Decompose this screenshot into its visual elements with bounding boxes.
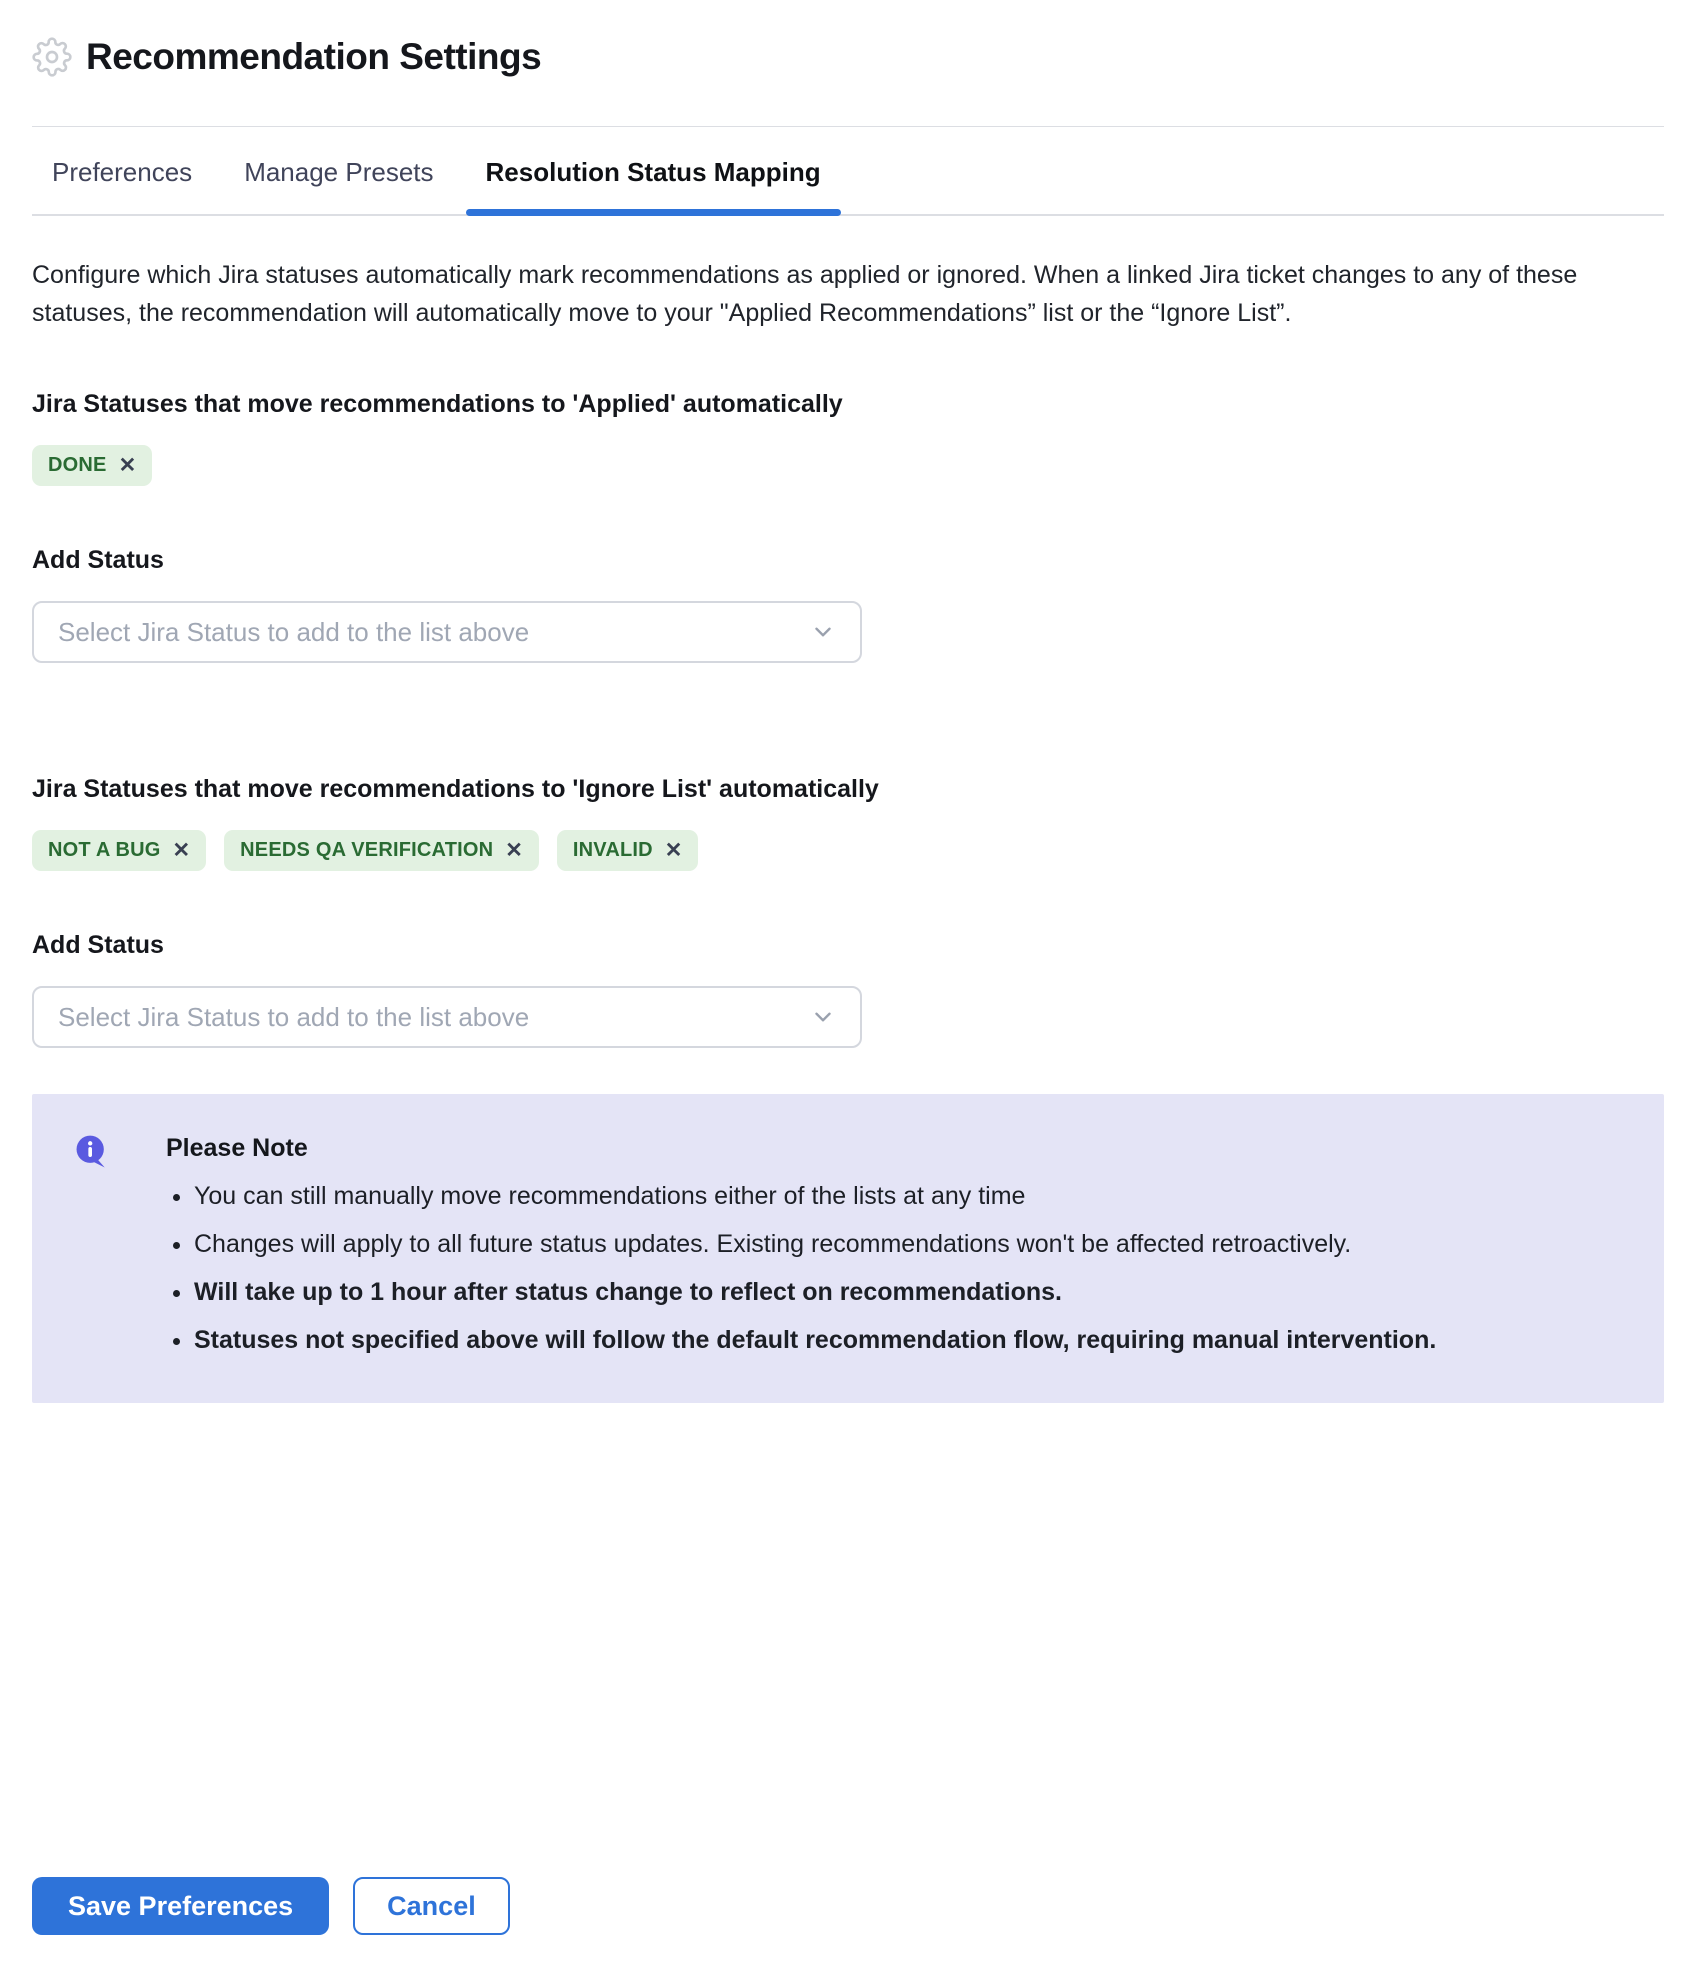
status-chip-label: NOT A BUG bbox=[48, 839, 161, 861]
status-chip-needs-qa-verification bbox=[224, 830, 539, 871]
close-icon[interactable]: ✕ bbox=[505, 839, 523, 862]
ignore-section-heading: Jira Statuses that move recommendations to 'Ignore List' automatically bbox=[32, 775, 879, 803]
gear-icon bbox=[32, 37, 72, 77]
tab-manage-presets[interactable]: Manage Presets bbox=[244, 157, 434, 187]
note-item: • You can still manually move recommendations either of the lists at any time bbox=[194, 1181, 1628, 1211]
ignore-status-select[interactable] bbox=[32, 986, 862, 1048]
note-content bbox=[130, 1134, 1628, 1355]
footer-actions bbox=[32, 1877, 510, 1935]
ignore-add-status-label: Add Status bbox=[32, 931, 164, 959]
tab-bar bbox=[32, 127, 1664, 216]
close-icon[interactable]: ✕ bbox=[664, 839, 683, 862]
save-preferences-button[interactable]: Save Preferences bbox=[32, 1877, 329, 1935]
ignore-chip-row bbox=[32, 830, 1664, 871]
applied-add-status-label: Add Status bbox=[32, 546, 164, 574]
applied-chip-row bbox=[32, 445, 1664, 486]
status-chip-invalid bbox=[557, 830, 699, 871]
status-chip-done bbox=[32, 445, 152, 486]
close-icon[interactable]: ✕ bbox=[172, 839, 191, 862]
tab-preferences[interactable]: Preferences bbox=[52, 157, 193, 187]
cancel-button[interactable]: Cancel bbox=[353, 1877, 510, 1935]
note-item: • Will take up to 1 hour after status change to reflect on recommendations. bbox=[194, 1277, 1628, 1307]
chevron-down-icon bbox=[810, 619, 836, 645]
select-placeholder: Select Jira Status to add to the list above bbox=[58, 1001, 530, 1032]
status-chip-label: NEEDS QA VERIFICATION bbox=[240, 839, 494, 861]
status-chip-not-a-bug bbox=[32, 830, 206, 871]
applied-section-heading: Jira Statuses that move recommendations to 'Applied' automatically bbox=[32, 390, 843, 418]
chevron-down-icon bbox=[810, 1004, 836, 1030]
page-description: Configure which Jira statuses automatically mark recommendations as applied or ignored. When a linked Jira ticket changes to any of these statuses, the recommendation will automatically move to your "Applied Recommendations” list or the “Ignore List”. bbox=[32, 261, 1578, 327]
page-header bbox=[32, 36, 1664, 78]
note-title: Please Note bbox=[166, 1134, 308, 1162]
note-bullet-list bbox=[130, 1181, 1628, 1355]
tab-resolution-status-mapping[interactable]: Resolution Status Mapping bbox=[466, 127, 841, 214]
note-header bbox=[72, 1134, 1628, 1355]
please-note-banner bbox=[32, 1094, 1664, 1403]
status-chip-label: DONE bbox=[48, 454, 107, 476]
close-icon[interactable]: ✕ bbox=[118, 454, 137, 477]
note-item: • Statuses not specified above will follow the default recommendation flow, requiring manual intervention. bbox=[194, 1325, 1628, 1355]
applied-status-select[interactable] bbox=[32, 601, 862, 663]
page-title: Recommendation Settings bbox=[86, 36, 542, 77]
status-chip-label: INVALID bbox=[572, 839, 653, 861]
note-item: • Changes will apply to all future status updates. Existing recommendations won't be affected retroactively. bbox=[194, 1229, 1628, 1259]
select-placeholder: Select Jira Status to add to the list above bbox=[58, 616, 530, 647]
info-bubble-icon bbox=[72, 1132, 112, 1172]
